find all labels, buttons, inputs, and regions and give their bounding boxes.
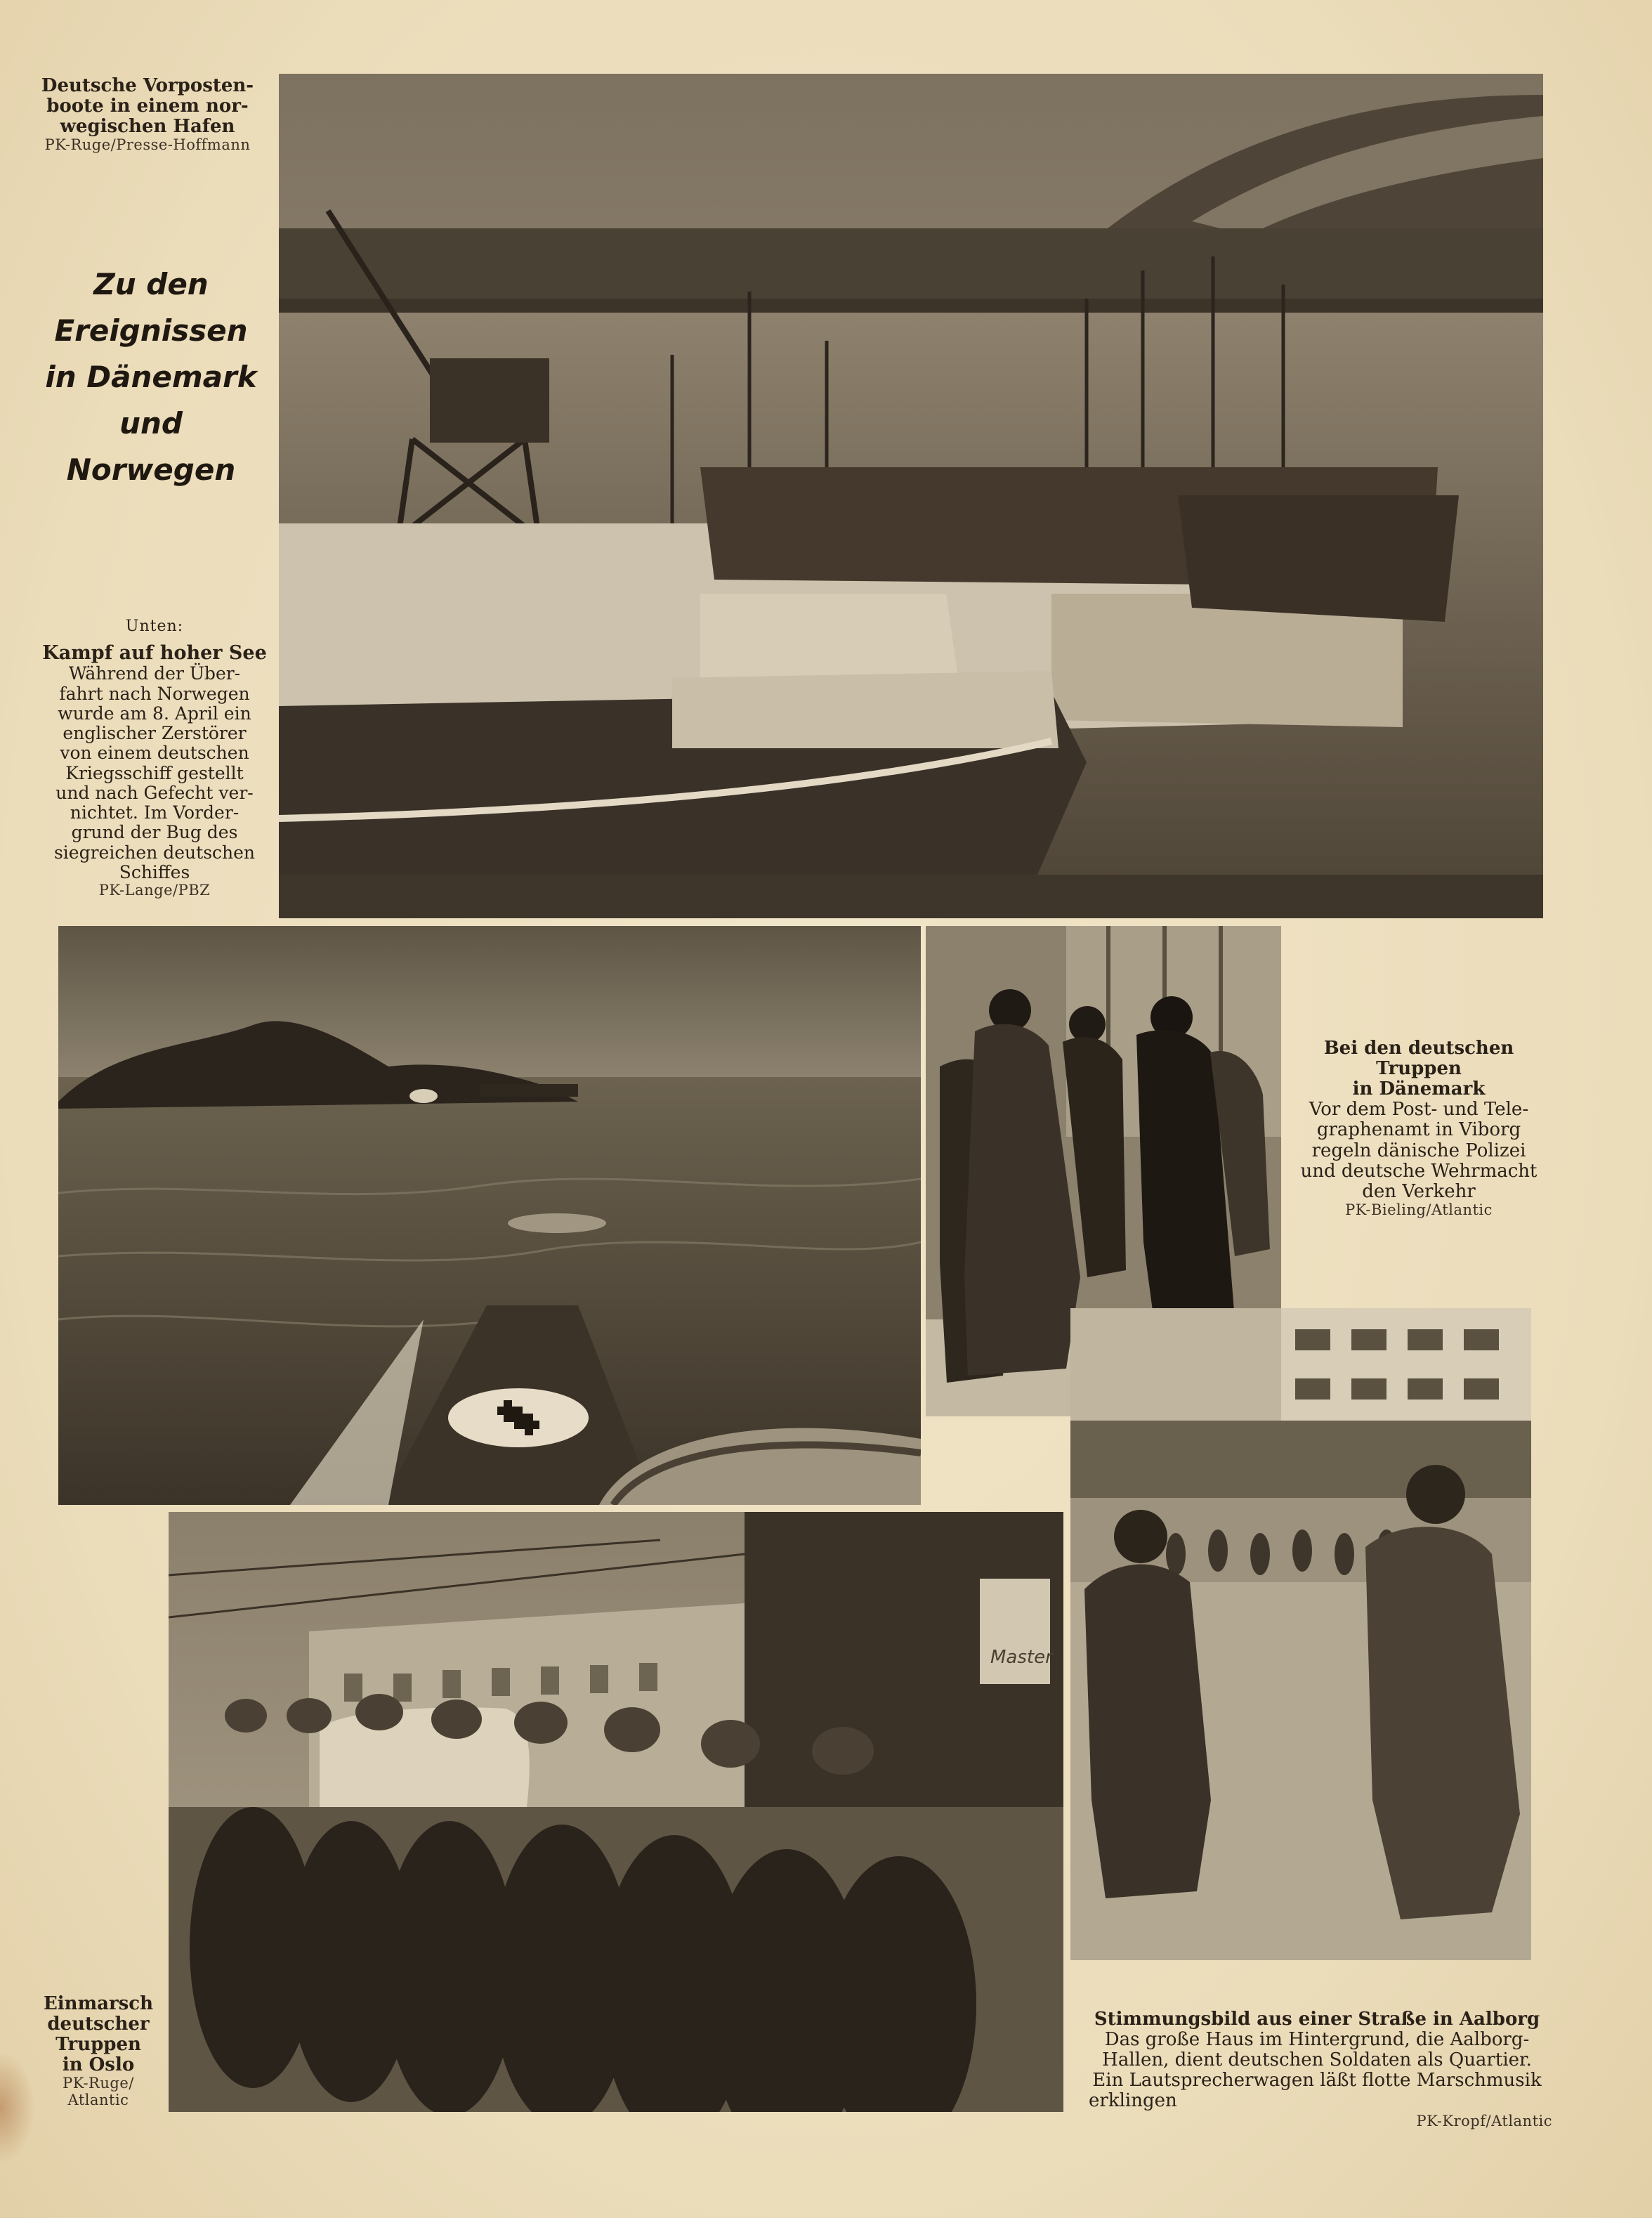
aalborg-line: Hallen, dient deutschen Soldaten als Quartier. (1102, 2049, 1532, 2071)
harbor-caption (28, 76, 267, 154)
aalborg-caption (1082, 2009, 1552, 2129)
oslo-line: in Oslo (62, 2054, 135, 2076)
denmark-title-line: in Dänemark (1352, 1078, 1486, 1100)
headline-line: Zu den (93, 267, 209, 301)
sea-battle-line: und nach Gefecht ver- (55, 782, 254, 803)
paper-stain (0, 2051, 35, 2164)
oslo-line: deutscher (47, 2014, 150, 2035)
harbor-caption-line: Deutsche Vorposten- (41, 75, 254, 96)
oslo-line: Einmarsch (43, 1993, 154, 2014)
sea-battle-line: siegreichen deutschen (53, 842, 256, 863)
denmark-credit: PK-Bieling/Atlantic (1345, 1201, 1493, 1218)
denmark-caption (1285, 1038, 1552, 1218)
denmark-line: regeln dänische Polizei (1311, 1140, 1526, 1161)
denmark-line: den Verkehr (1362, 1180, 1476, 1202)
sea-battle-credit: PK-Lange/PBZ (98, 882, 211, 899)
sea-battle-line: von einem deutschen (60, 743, 249, 764)
aalborg-photo (1070, 1308, 1531, 1960)
sea-battle-photo (58, 926, 921, 1505)
aalborg-title: Stimmungsbild aus einer Straße in Aalborg (1094, 2009, 1540, 2030)
sea-battle-line: grund der Bug des (71, 822, 238, 843)
harbor-credit: PK-Ruge/Presse-Hoffmann (44, 136, 251, 154)
sea-battle-line: Schiffes (119, 861, 190, 882)
aalborg-line: Das große Haus im Hintergrund, die Aalborg- (1104, 2029, 1530, 2051)
headline-line: Norwegen (66, 452, 236, 487)
aalborg-line: Ein Lautsprecherwagen läßt flotte Marschmusik (1092, 2070, 1542, 2092)
denmark-line: und deutsche Wehrmacht (1300, 1160, 1538, 1182)
aalborg-credit: PK-Kropf/Atlantic (1416, 2112, 1552, 2129)
sea-battle-line: wurde am 8. April ein (58, 703, 251, 724)
sea-battle-line: fahrt nach Norwegen (59, 683, 250, 704)
harbor-photo (279, 74, 1543, 918)
page-headline (35, 261, 267, 493)
headline-line: Ereignissen (54, 313, 248, 348)
oslo-photo (169, 1512, 1063, 2112)
harbor-caption-line: wegischen Hafen (60, 116, 235, 138)
oslo-caption (28, 1994, 169, 2108)
denmark-line: graphenamt in Viborg (1316, 1119, 1521, 1141)
sea-battle-line: Kriegsschiff gestellt (65, 762, 244, 783)
aalborg-line: erklingen (1089, 2090, 1177, 2112)
sea-battle-title: Kampf auf hoher See (42, 641, 267, 664)
sea-battle-intro: Unten: (125, 618, 184, 635)
harbor-caption-line: boote in einem nor- (46, 96, 249, 117)
denmark-title-line: Bei den deutschen Truppen (1323, 1038, 1514, 1080)
sea-battle-caption (42, 618, 267, 899)
oslo-credit: PK-Ruge/ (63, 2075, 134, 2092)
denmark-line: Vor dem Post- und Tele- (1309, 1099, 1529, 1121)
oslo-credit: Atlantic (67, 2091, 129, 2108)
sea-battle-line: Während der Über- (68, 663, 241, 684)
headline-line: und (119, 406, 183, 441)
sea-battle-line: englischer Zerstörer (63, 723, 247, 744)
sea-battle-line: nichtet. Im Vorder- (70, 802, 240, 823)
poster-text: Master (990, 1647, 1053, 1668)
headline-line: in Dänemark (45, 360, 257, 394)
oslo-line: Truppen (55, 2034, 141, 2056)
